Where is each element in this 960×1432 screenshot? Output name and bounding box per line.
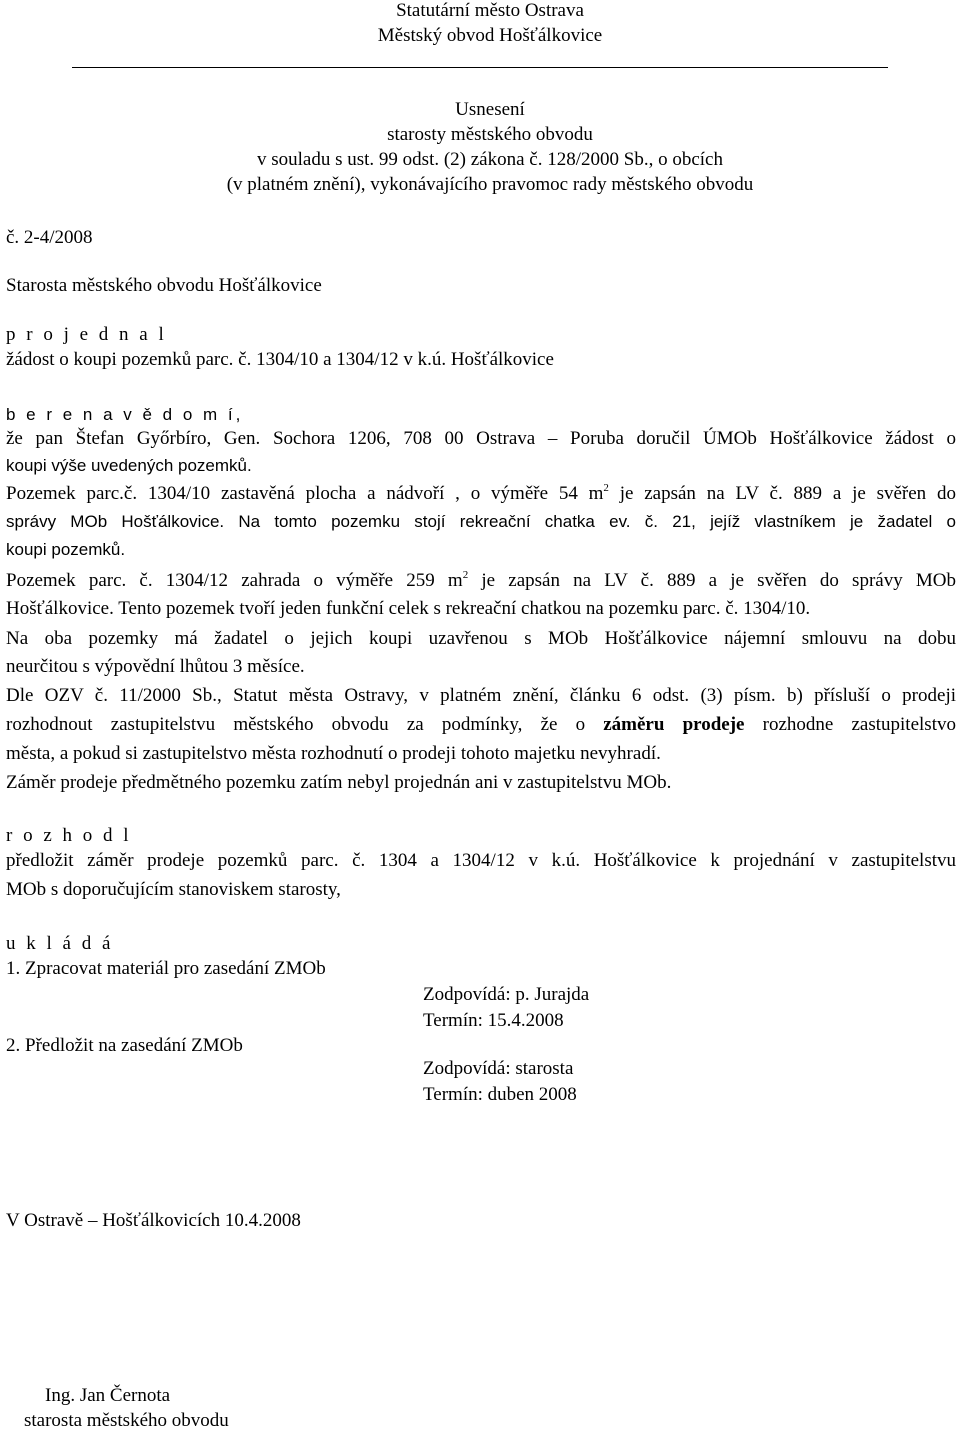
- paragraph-5-line-2-b: rozhodne zastupitelstvo: [744, 714, 956, 735]
- paragraph-1-line-2: koupi výše uvedených pozemků.: [6, 456, 252, 475]
- paragraph-5-line-2: [6, 714, 956, 736]
- title-line-2: starosty městského obvodu: [387, 124, 593, 145]
- projednal-label: p r o j e d n a l: [6, 324, 167, 345]
- paragraph-3-line-1-b: je zapsán na LV č. 889 a je svěřen do správy MOb: [468, 570, 956, 591]
- title-line-4: (v platném znění), vykonávajícího pravomoc rady městského obvodu: [226, 174, 754, 195]
- paragraph-3-line-1: [6, 570, 956, 592]
- task-1-responsible: Zodpovídá: p. Jurajda: [423, 984, 590, 1005]
- paragraph-5-line-2-a: rozhodnout zastupitelstvu městského obvodu za podmínky, že o: [6, 714, 604, 735]
- rozhodl-line-2: MOb s doporučujícím stanoviskem starosty,: [6, 879, 341, 900]
- paragraph-3-line-1-a: Pozemek parc. č. 1304/12 zahrada o výměře 259 m: [6, 570, 463, 591]
- projednal-text: žádost o koupi pozemků parc. č. 1304/10 a 1304/12 v k.ú. Hošťálkovice: [6, 349, 554, 370]
- signature-name: Ing. Jan Černota: [45, 1385, 171, 1406]
- paragraph-3-line-2: Hošťálkovice. Tento pozemek tvoří jeden funkční celek s rekreační chatkou na pozemku parc. č. 1304/10.: [6, 598, 811, 619]
- subject-line: Starosta městského obvodu Hošťálkovice: [6, 275, 322, 296]
- paragraph-5-line-3: města, a pokud si zastupitelstvo města rozhodnutí o prodeji tohoto majetku nevyhradí.: [6, 743, 661, 764]
- paragraph-2-line-1-b: je zapsán na LV č. 889 a je svěřen do: [608, 483, 956, 504]
- header-rule: [72, 67, 888, 68]
- paragraph-2-line-2: správy MOb Hošťálkovice. Na tomto pozemku stojí rekreační chatka ev. č. 21, jejíž vlastníkem je žadatel o: [6, 512, 956, 531]
- uklada-label: u k l á d á: [6, 933, 114, 954]
- task-1-text: 1. Zpracovat materiál pro zasedání ZMOb: [6, 958, 326, 979]
- place-and-date: V Ostravě – Hošťálkovicích 10.4.2008: [6, 1210, 301, 1231]
- title-heading: Usnesení: [455, 99, 525, 120]
- paragraph-2-line-1-a: Pozemek parc.č. 1304/10 zastavěná plocha a nádvoří , o výměře 54 m: [6, 483, 604, 504]
- task-2-text: 2. Předložit na zasedání ZMOb: [6, 1035, 243, 1056]
- paragraph-6: Záměr prodeje předmětného pozemku zatím nebyl projednán ani v zastupitelstvu MOb.: [6, 772, 672, 793]
- header-city: Statutární město Ostrava: [396, 0, 584, 21]
- task-1-deadline: Termín: 15.4.2008: [423, 1010, 564, 1031]
- intent-of-sale-emphasis: záměru prodeje: [603, 714, 745, 735]
- rozhodl-label: r o z h o d l: [6, 825, 132, 846]
- paragraph-2-line-1: [6, 483, 956, 505]
- rozhodl-line-1: předložit záměr prodeje pozemků parc. č. 1304 a 1304/12 v k.ú. Hošťálkovice k projednání v zastupitelstvu: [6, 850, 956, 871]
- task-2-responsible: Zodpovídá: starosta: [423, 1058, 574, 1079]
- signature-role: starosta městského obvodu: [24, 1410, 229, 1431]
- paragraph-1-line-1: že pan Štefan Győrbíro, Gen. Sochora 1206, 708 00 Ostrava – Poruba doručil ÚMOb Hošťálkovice žádost o: [6, 428, 956, 449]
- task-2-deadline: Termín: duben 2008: [423, 1084, 577, 1105]
- paragraph-5-line-1: Dle OZV č. 11/2000 Sb., Statut města Ostravy, v platném znění, článku 6 odst. (3) písm. b) přísluší o prodeji: [6, 685, 956, 706]
- area-unit-superscript: 2: [462, 569, 469, 581]
- header-district: Městský obvod Hošťálkovice: [377, 25, 603, 46]
- area-unit-superscript: 2: [603, 482, 609, 494]
- paragraph-4-line-2: neurčitou s výpovědní lhůtou 3 měsíce.: [6, 656, 305, 677]
- paragraph-2-line-3: koupi pozemků.: [6, 540, 126, 559]
- resolution-number: č. 2-4/2008: [6, 227, 93, 248]
- paragraph-4-line-1: Na oba pozemky má žadatel o jejich koupi uzavřenou s MOb Hošťálkovice nájemní smlouvu na dobu: [6, 628, 956, 649]
- bere-na-vedomi-label: b e r e n a v ě d o m í,: [6, 405, 244, 424]
- title-line-3: v souladu s ust. 99 odst. (2) zákona č. 128/2000 Sb., o obcích: [257, 149, 723, 170]
